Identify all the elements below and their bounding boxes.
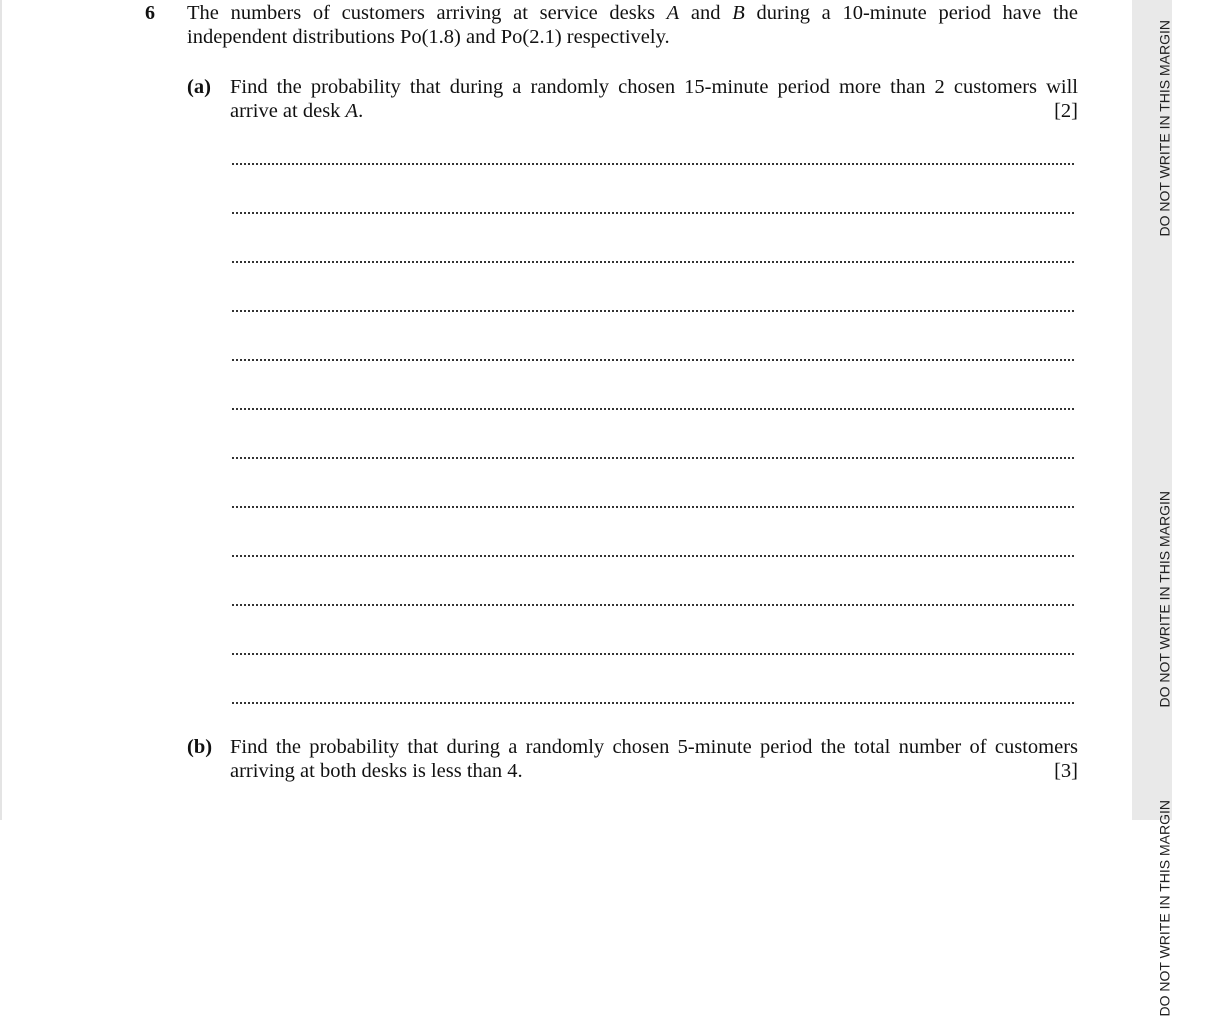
- answer-line[interactable]: [232, 604, 1074, 606]
- question-stem-line-2: independent distributions Po(1.8) and Po(2.1) respectively.: [187, 26, 670, 48]
- margin-warning-middle: DO NOT WRITE IN THIS MARGIN: [1156, 491, 1172, 708]
- page-left-edge: [0, 0, 2, 820]
- part-a-line-2: arrive at desk A.: [230, 100, 364, 122]
- question-stem-line-1: The numbers of customers arriving at service desks A and B during a 10-minute period have the: [187, 2, 1078, 24]
- question-number: 6: [145, 2, 155, 24]
- part-b-label: (b): [187, 736, 213, 758]
- margin-warning-bottom: DO NOT WRITE IN THIS MARGIN: [1156, 800, 1172, 1017]
- part-b-text: [230, 735, 1078, 783]
- answer-line[interactable]: [232, 555, 1074, 557]
- part-a-label: (a): [187, 76, 211, 98]
- answer-line[interactable]: [232, 408, 1074, 410]
- part-a-line-1: Find the probability that during a randomly chosen 15-minute period more than 2 customers will: [230, 76, 1078, 98]
- answer-line[interactable]: [232, 261, 1074, 263]
- answer-line[interactable]: [232, 212, 1074, 214]
- answer-line[interactable]: [232, 702, 1074, 704]
- answer-line[interactable]: [232, 457, 1074, 459]
- part-b-line-2: arriving at both desks is less than 4.: [230, 760, 523, 782]
- part-b-line-1: Find the probability that during a randomly chosen 5-minute period the total number of customers: [230, 736, 1078, 758]
- answer-line[interactable]: [232, 506, 1074, 508]
- part-a-text: [230, 75, 1078, 123]
- margin-warning-top: DO NOT WRITE IN THIS MARGIN: [1156, 20, 1172, 237]
- answer-line[interactable]: [232, 163, 1074, 165]
- question-stem: [187, 1, 1078, 49]
- part-a-marks: [2]: [1054, 100, 1078, 122]
- part-b-marks: [3]: [1054, 760, 1078, 782]
- answer-line[interactable]: [232, 359, 1074, 361]
- answer-line[interactable]: [232, 653, 1074, 655]
- answer-line[interactable]: [232, 310, 1074, 312]
